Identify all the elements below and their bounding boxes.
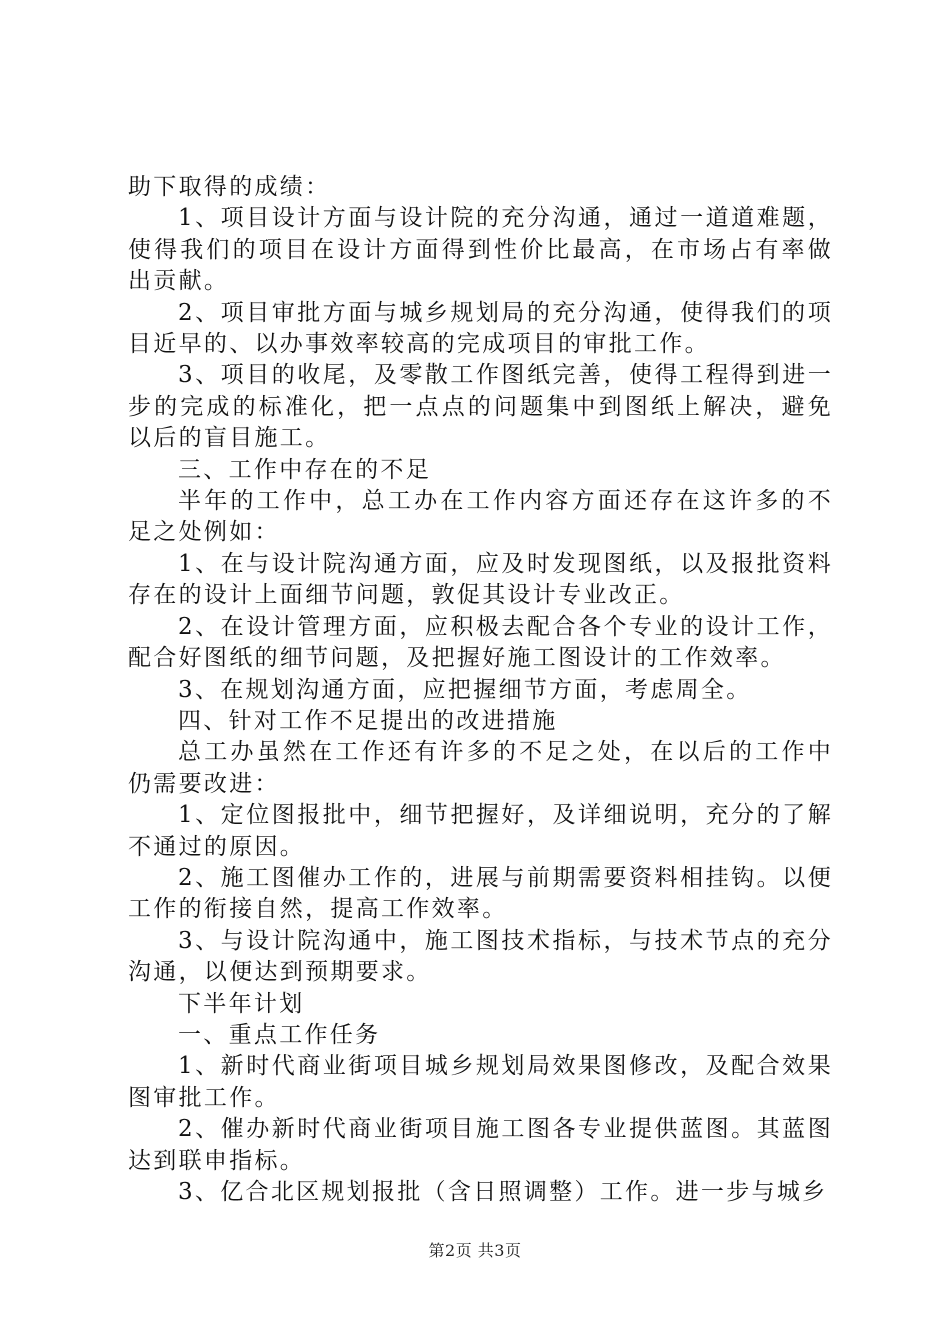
paragraph: 2、催办新时代商业街项目施工图各专业提供蓝图。其蓝图达到联申指标。	[128, 1116, 833, 1174]
page-number-footer: 第2页 共3页	[428, 1241, 522, 1260]
paragraph: 2、项目审批方面与城乡规划局的充分沟通，使得我们的项目近早的、以办事效率较高的完成项目的审批工作。	[128, 299, 833, 358]
paragraph: 助下取得的成绩：	[128, 174, 331, 200]
paragraph: 1、定位图报批中，细节把握好，及详细说明，充分的了解不通过的原因。	[128, 802, 833, 860]
paragraph: 3、在规划沟通方面，应把握细节方面，考虑周全。	[178, 676, 752, 703]
document-body	[128, 172, 833, 1208]
paragraph: 1、项目设计方面与设计院的充分沟通，通过一道道难题，使得我们的项目在设计方面得到性价比最高，在市场占有率做出贡献。	[128, 205, 833, 295]
paragraph: 3、亿合北区规划报批（含日照调整）工作。进一步与城乡	[178, 1179, 828, 1205]
paragraph: 半年的工作中，总工办在工作内容方面还存在这许多的不足之处例如：	[128, 488, 833, 546]
section-heading: 三、工作中存在的不足	[178, 456, 431, 483]
paragraph: 3、与设计院沟通中，施工图技术指标，与技术节点的充分沟通，以便达到预期要求。	[128, 927, 833, 986]
paragraph: 1、新时代商业街项目城乡规划局效果图修改，及配合效果图审批工作。	[128, 1053, 833, 1111]
paragraph: 1、在与设计院沟通方面，应及时发现图纸，以及报批资料存在的设计上面细节问题，敦促其设计专业改正。	[128, 550, 833, 609]
section-heading: 一、重点工作任务	[178, 1021, 381, 1048]
paragraph: 2、施工图催办工作的，进展与前期需要资料相挂钩。以便工作的衔接自然，提高工作效率。	[128, 864, 833, 923]
paragraph: 3、项目的收尾，及零散工作图纸完善，使得工程得到进一步的完成的标准化，把一点点的问题集中到图纸上解决，避免以后的盲目施工。	[128, 362, 833, 452]
paragraph: 2、在设计管理方面，应积极去配合各个专业的设计工作，配合好图纸的细节问题，及把握好施工图设计的工作效率。	[128, 613, 833, 672]
paragraph: 总工办虽然在工作还有许多的不足之处，在以后的工作中仍需要改进：	[128, 739, 833, 797]
section-heading: 下半年计划	[178, 990, 305, 1017]
section-heading: 四、针对工作不足提出的改进措施	[178, 707, 558, 734]
